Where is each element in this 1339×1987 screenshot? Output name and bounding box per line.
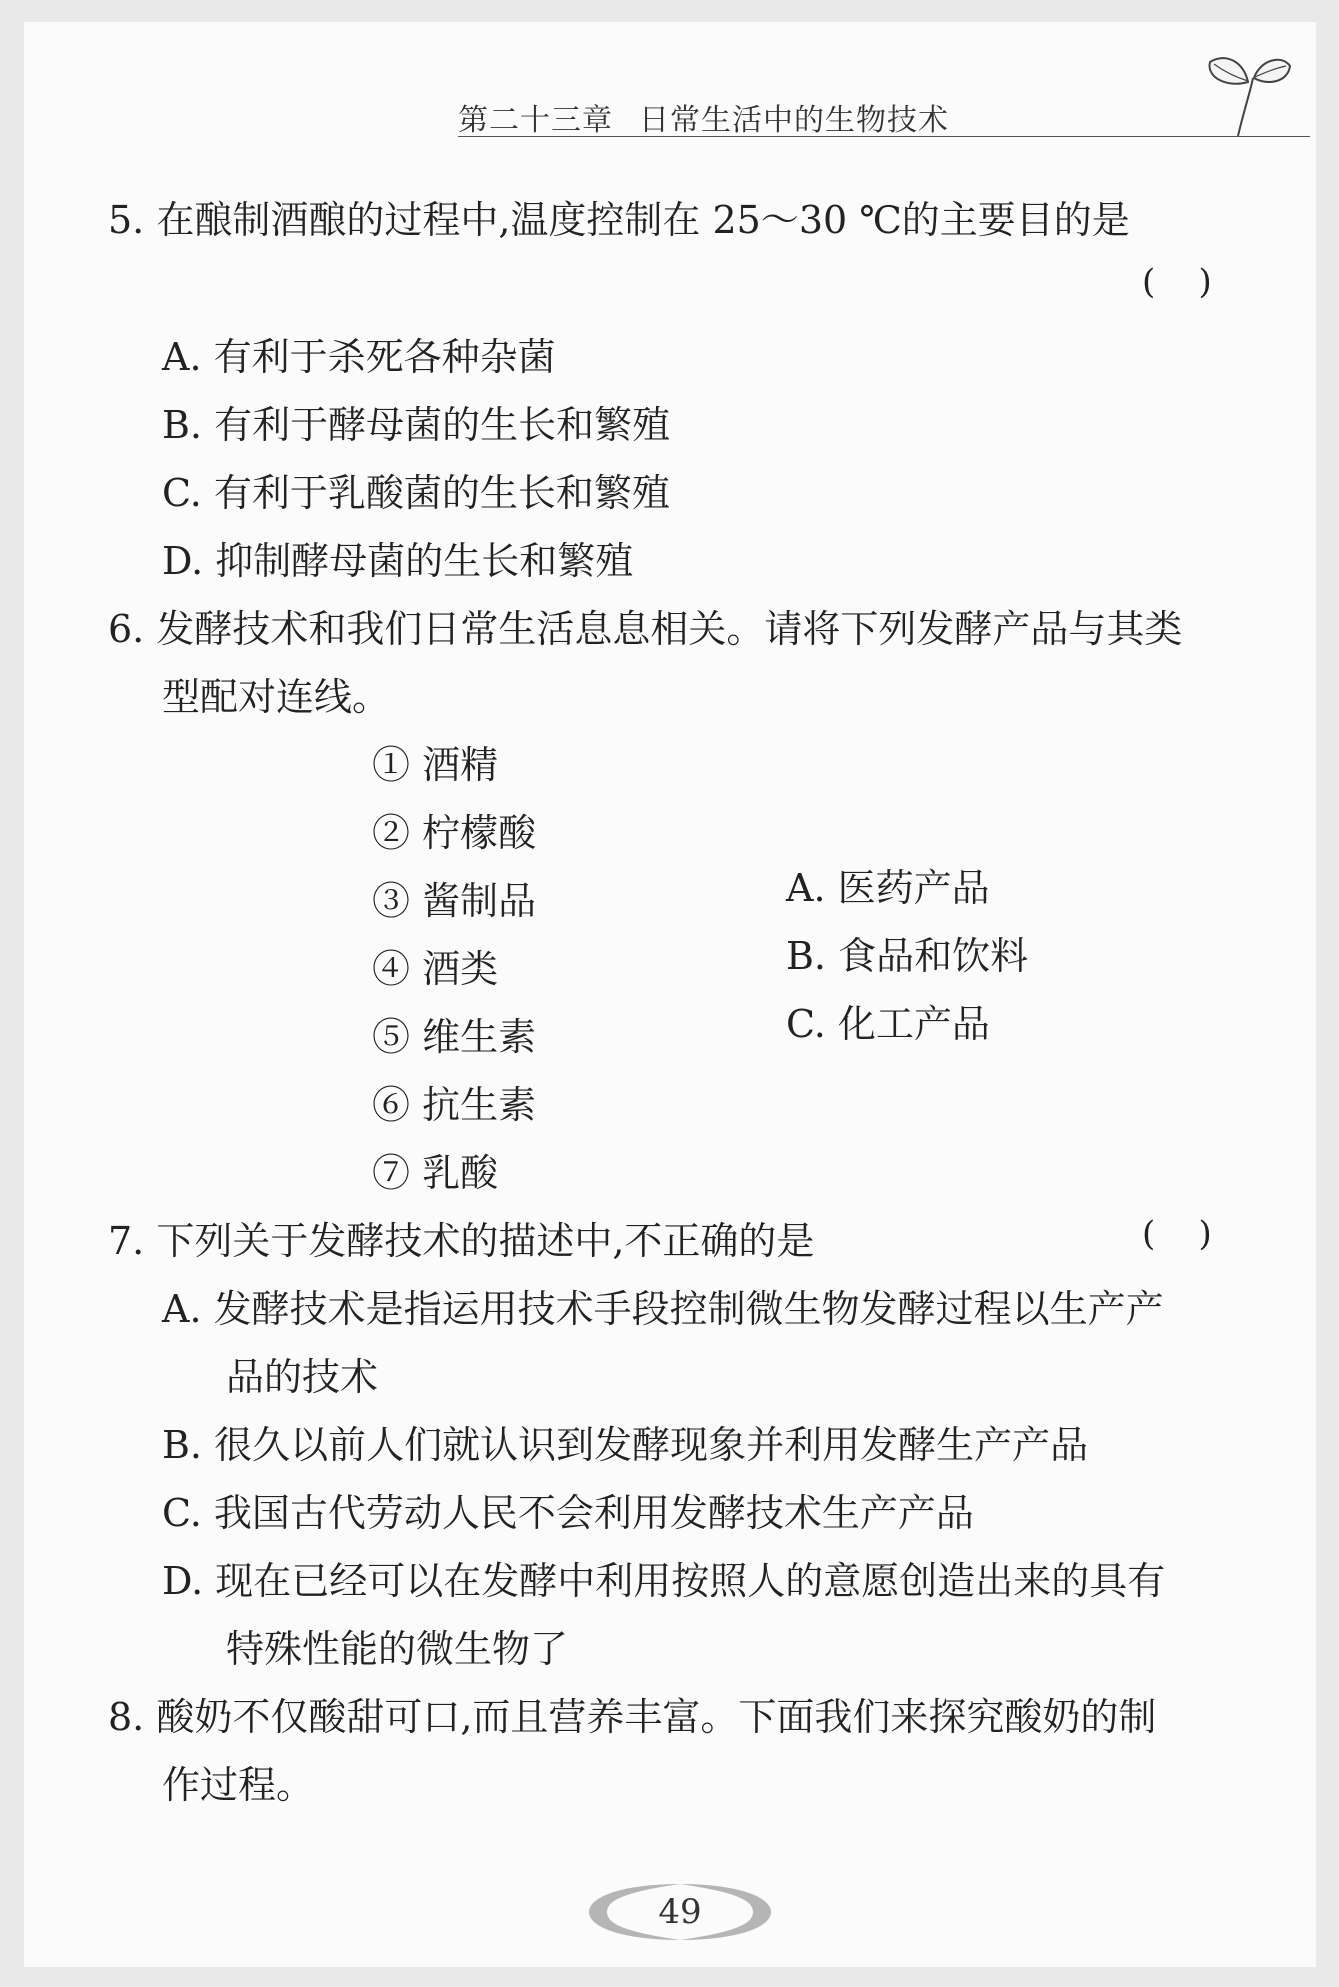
page-number-ornament [585,1880,775,1944]
running-header [458,95,975,139]
q5-option-b: B. 有利于酵母菌的生长和繁殖 [162,403,671,447]
q8-stem-line1: 8. 酸奶不仅酸甜可口,而且营养丰富。下面我们来探究酸奶的制 [108,1695,1157,1739]
page-number: 49 [658,1892,702,1932]
q5-option-a: A. 有利于杀死各种杂菌 [162,335,556,379]
q6-type-c: C. 化工产品 [786,1002,990,1046]
q5-option-c: C. 有利于乳酸菌的生长和繁殖 [162,471,670,515]
q5-stem: 5. 在酿制酒酿的过程中,温度控制在 25～30 ℃的主要目的是 [108,198,1130,242]
q7-option-a-line2: 品的技术 [226,1355,379,1399]
q6-product-6: ⑥ 抗生素 [372,1083,537,1127]
q7-option-d-line1: D. 现在已经可以在发酵中利用按照人的意愿创造出来的具有 [162,1559,1166,1603]
q7-option-d-line2: 特殊性能的微生物了 [226,1627,569,1671]
q5-answer-paren: ( ) [1142,262,1212,302]
q6-type-a: A. 医药产品 [786,866,990,910]
chapter-number: 第二十三章 [458,103,613,138]
q6-stem-line2: 型配对连线。 [162,675,391,719]
q6-product-5: ⑤ 维生素 [372,1015,537,1059]
q7-option-b: B. 很久以前人们就认识到发酵现象并利用发酵生产产品 [162,1423,1089,1467]
q6-product-2: ② 柠檬酸 [372,811,537,855]
q7-stem: 7. 下列关于发酵技术的描述中,不正确的是 [108,1219,815,1263]
q7-option-c: C. 我国古代劳动人民不会利用发酵技术生产产品 [162,1491,974,1535]
q6-type-b: B. 食品和饮料 [786,934,1029,978]
q7-option-a-line1: A. 发酵技术是指运用技术手段控制微生物发酵过程以生产产 [162,1287,1164,1331]
q8-stem-line2: 作过程。 [162,1763,315,1807]
q5-option-d: D. 抑制酵母菌的生长和繁殖 [162,539,634,583]
q6-product-7: ⑦ 乳酸 [372,1151,499,1195]
q6-product-4: ④ 酒类 [372,947,499,991]
page [24,22,1316,1967]
leaf-sprout-icon [1198,48,1298,138]
q6-product-1: ① 酒精 [372,743,499,787]
header-rule [458,136,1310,137]
q6-product-3: ③ 酱制品 [372,879,537,923]
chapter-title: 日常生活中的生物技术 [639,103,949,138]
q6-stem-line1: 6. 发酵技术和我们日常生活息息相关。请将下列发酵产品与其类 [108,607,1183,651]
q7-answer-paren: ( ) [1142,1214,1212,1254]
